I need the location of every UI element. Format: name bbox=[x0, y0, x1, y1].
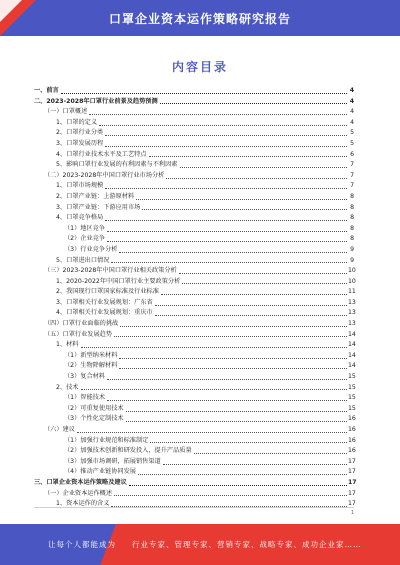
toc-entry-page: 16 bbox=[348, 447, 356, 455]
toc-leader-dots bbox=[182, 283, 347, 284]
toc-leader-dots bbox=[129, 485, 347, 486]
toc-entry-text: 二、2023-2028年口罩行业前景及趋势预测 bbox=[34, 97, 159, 108]
toc-entry[interactable] bbox=[34, 478, 357, 489]
page-header bbox=[0, 0, 400, 36]
bottom-rule bbox=[34, 507, 354, 508]
toc-entry-text: 4、口罩相关行业发展规划：重庆市 bbox=[56, 308, 154, 319]
toc-leader-dots bbox=[126, 411, 347, 412]
toc-entry-page: 7 bbox=[350, 171, 354, 179]
toc-entry-page: 5 bbox=[350, 129, 354, 137]
toc-entry[interactable] bbox=[34, 224, 354, 235]
toc-leader-dots bbox=[120, 326, 347, 327]
toc-entry-text: 一、前言 bbox=[34, 86, 60, 97]
toc-entry[interactable] bbox=[34, 234, 354, 245]
footer-slogan-right: 行业专家、管理专家、营销专家、战略专家、成功企业家…… bbox=[132, 540, 362, 549]
toc-entry[interactable] bbox=[34, 128, 354, 139]
toc-leader-dots bbox=[105, 220, 347, 221]
toc-entry[interactable] bbox=[34, 203, 354, 214]
toc-leader-dots bbox=[136, 199, 347, 200]
toc-entry-page: 17 bbox=[348, 489, 356, 497]
toc-entry-page: 4 bbox=[350, 108, 354, 116]
toc-entry[interactable] bbox=[34, 213, 354, 224]
toc-entry-text: （五）口罩行业发展趋势 bbox=[44, 330, 113, 341]
toc-leader-dots bbox=[81, 347, 348, 348]
toc-entry-text: （3）复合材料 bbox=[64, 372, 106, 383]
toc-entry-text: （二）2023-2028年中国口罩行业市场分析 bbox=[44, 171, 165, 182]
toc-leader-dots bbox=[89, 114, 347, 115]
toc-entry-page: 8 bbox=[350, 235, 354, 243]
report-title: 口罩企业资本运作策略研究报告 bbox=[108, 12, 291, 26]
toc-entry[interactable] bbox=[34, 393, 354, 404]
toc-entry-text: （三）2023-2028年中国口罩行业相关政策分析 bbox=[44, 266, 178, 277]
toc-entry-text: （3）个性化定制技术 bbox=[64, 414, 125, 425]
toc-entry-text: 三、口罩企业资本运作策略及建议 bbox=[34, 478, 128, 489]
toc-entry-text: （3）加强市场调研，拓展销售渠道 bbox=[64, 457, 162, 468]
toc-entry-page: 13 bbox=[348, 298, 356, 306]
toc-entry-page: 8 bbox=[350, 214, 354, 222]
toc-entry-page: 17 bbox=[348, 478, 357, 486]
toc-entry[interactable] bbox=[34, 425, 354, 436]
toc-leader-dots bbox=[105, 135, 347, 136]
toc-entry-page: 15 bbox=[348, 404, 356, 412]
toc-leader-dots bbox=[99, 125, 347, 126]
toc-leader-dots bbox=[126, 421, 347, 422]
toc-entry-text: 1、2020-2022年中国口罩行业主要政策分析 bbox=[56, 277, 181, 288]
toc-entry-text: （4）推动产业链协同发展 bbox=[64, 467, 137, 478]
toc-entry[interactable] bbox=[34, 351, 354, 362]
toc-entry[interactable] bbox=[34, 340, 354, 351]
toc-entry[interactable] bbox=[34, 139, 354, 150]
toc-leader-dots bbox=[107, 231, 347, 232]
toc-entry-page: 17 bbox=[348, 457, 356, 465]
toc-entry-page: 14 bbox=[348, 330, 356, 338]
toc-entry-text: （四）口罩行业面临的挑战 bbox=[44, 319, 119, 330]
toc-entry-page: 4 bbox=[349, 97, 354, 105]
toc-entry-page: 15 bbox=[348, 373, 356, 381]
toc-entry-text: 1、资本运作的含义 bbox=[56, 499, 110, 510]
toc-entry[interactable] bbox=[34, 86, 354, 97]
toc-entry[interactable] bbox=[34, 467, 354, 478]
toc-entry-text: 1、口罩市场规模 bbox=[56, 181, 104, 192]
toc-entry-page: 14 bbox=[348, 341, 356, 349]
toc-leader-dots bbox=[155, 315, 347, 316]
toc-leader-dots bbox=[61, 93, 347, 94]
toc-entry-text: （2）加强技术创新和研发投入，提升产品质量 bbox=[64, 446, 193, 457]
toc-entry-page: 8 bbox=[350, 192, 354, 200]
toc-entry[interactable] bbox=[34, 160, 354, 171]
toc-entry-page: 17 bbox=[348, 500, 356, 508]
toc-entry[interactable] bbox=[34, 277, 354, 288]
toc-leader-dots bbox=[107, 379, 347, 380]
toc-leader-dots bbox=[179, 273, 347, 274]
toc-entry[interactable] bbox=[34, 361, 354, 372]
toc-entry-page: 14 bbox=[348, 362, 356, 370]
toc-entry[interactable] bbox=[34, 404, 354, 415]
toc-entry-page: 16 bbox=[348, 436, 356, 444]
toc-entry-page: 5 bbox=[350, 139, 354, 147]
page-number: 1 bbox=[350, 510, 354, 516]
toc-entry-page: 17 bbox=[348, 468, 356, 476]
toc-leader-dots bbox=[81, 389, 348, 390]
toc-entry-text: （1）加强行业规范和标准制定 bbox=[64, 436, 149, 447]
toc-entry-page: 4 bbox=[350, 118, 354, 126]
toc-leader-dots bbox=[111, 262, 347, 263]
toc-entry-text: （2）生物降解材料 bbox=[64, 361, 118, 372]
toc-entry[interactable] bbox=[34, 446, 354, 457]
toc-entry[interactable] bbox=[34, 308, 354, 319]
toc-entry-text: （1）地区竞争 bbox=[64, 224, 106, 235]
toc-entry[interactable] bbox=[34, 499, 354, 510]
toc-entry-page: 11 bbox=[348, 288, 356, 296]
toc-entry[interactable] bbox=[34, 171, 354, 182]
toc-entry-text: 3、口罩产业链：下游应用市场 bbox=[56, 203, 141, 214]
toc-leader-dots bbox=[149, 156, 347, 157]
page-footer bbox=[0, 524, 400, 565]
toc-heading: 内容目录 bbox=[171, 60, 228, 74]
toc-leader-dots bbox=[161, 294, 347, 295]
toc-leader-dots bbox=[105, 146, 347, 147]
toc-entry-text: 2、口罩行业分类 bbox=[56, 128, 104, 139]
toc-entry-text: （2）可重复使用技术 bbox=[64, 404, 125, 415]
toc-entry[interactable] bbox=[34, 118, 354, 129]
toc-leader-dots bbox=[107, 400, 347, 401]
toc-entry-page: 14 bbox=[348, 351, 356, 359]
table-of-contents bbox=[34, 86, 357, 510]
toc-entry-page: 13 bbox=[348, 309, 356, 317]
toc-entry-page: 9 bbox=[350, 245, 354, 253]
toc-entry-text: （2）企业竞争 bbox=[64, 234, 106, 245]
toc-entry-page: 10 bbox=[348, 277, 356, 285]
toc-entry[interactable] bbox=[34, 245, 354, 256]
toc-leader-dots bbox=[142, 209, 347, 210]
toc-entry[interactable] bbox=[34, 383, 354, 394]
toc-entry[interactable] bbox=[34, 319, 354, 330]
footer-slogan-left: 让每个人都能成为 bbox=[48, 540, 116, 549]
toc-entry[interactable] bbox=[34, 298, 354, 309]
toc-entry-page: 7 bbox=[350, 161, 354, 169]
toc-entry[interactable] bbox=[34, 97, 354, 108]
toc-leader-dots bbox=[163, 464, 347, 465]
toc-leader-dots bbox=[114, 495, 347, 496]
toc-entry[interactable] bbox=[34, 436, 354, 447]
toc-entry-text: （1）智能技术 bbox=[64, 393, 106, 404]
toc-entry-text: （一）口罩概述 bbox=[44, 107, 88, 118]
toc-entry-text: 3、口罩发展历程 bbox=[56, 139, 104, 150]
toc-entry-text: 3、口罩相关行业发展规划：广东省 bbox=[56, 298, 154, 309]
toc-entry[interactable] bbox=[34, 181, 354, 192]
toc-entry-text: 4、口罩竞争格局 bbox=[56, 213, 104, 224]
toc-entry-page: 16 bbox=[348, 426, 356, 433]
toc-leader-dots bbox=[150, 442, 347, 443]
toc-leader-dots bbox=[155, 305, 347, 306]
toc-entry-text: （一）企业资本运作概述 bbox=[44, 489, 113, 500]
toc-entry-page: 10 bbox=[348, 267, 356, 275]
toc-entry-page: 15 bbox=[348, 383, 356, 391]
toc-entry[interactable] bbox=[34, 414, 354, 425]
toc-entry-page: 9 bbox=[350, 256, 354, 264]
toc-entry-text: 1、口罩的定义 bbox=[56, 118, 98, 129]
toc-entry-page: 13 bbox=[348, 320, 356, 328]
toc-entry-page: 8 bbox=[350, 203, 354, 211]
toc-entry-text: 2、口罩产业链：上游原材料 bbox=[56, 192, 135, 203]
toc-entry[interactable] bbox=[34, 287, 354, 298]
toc-leader-dots bbox=[119, 358, 347, 359]
toc-entry[interactable] bbox=[34, 457, 354, 468]
toc-entry-text: （1）新型纳米材料 bbox=[64, 351, 118, 362]
toc-leader-dots bbox=[166, 178, 347, 179]
toc-leader-dots bbox=[160, 103, 347, 104]
toc-entry[interactable] bbox=[34, 372, 354, 383]
toc-entry[interactable] bbox=[34, 192, 354, 203]
toc-entry-text: 5、影响口罩行业发展的有利因素与不利因素 bbox=[56, 160, 179, 171]
toc-leader-dots bbox=[119, 252, 347, 253]
toc-entry-text: （3）行业竞争分析 bbox=[64, 245, 118, 256]
toc-entry-page: 15 bbox=[348, 394, 356, 402]
toc-entry[interactable] bbox=[34, 256, 354, 267]
toc-leader-dots bbox=[114, 336, 347, 337]
toc-entry-text: 2、技术 bbox=[56, 383, 80, 394]
toc-leader-dots bbox=[119, 368, 347, 369]
toc-entry-text: 2、我国现行口罩国家标准及行业标准 bbox=[56, 287, 160, 298]
toc-entry-page: 8 bbox=[350, 224, 354, 232]
toc-entry[interactable] bbox=[34, 266, 354, 277]
toc-entry-text: （六）建议 bbox=[44, 425, 76, 436]
toc-entry[interactable] bbox=[34, 489, 354, 500]
toc-entry-page: 6 bbox=[350, 150, 354, 158]
toc-entry[interactable] bbox=[34, 150, 354, 161]
toc-leader-dots bbox=[77, 432, 347, 433]
toc-leader-dots bbox=[107, 241, 347, 242]
toc-leader-dots bbox=[194, 453, 347, 454]
toc-entry-text: 1、材料 bbox=[56, 340, 80, 351]
toc-leader-dots bbox=[180, 167, 348, 168]
toc-entry-text: 5、口罩进出口情况 bbox=[56, 256, 110, 267]
toc-entry-text: 4、口罩行业技术水平及工艺特点 bbox=[56, 150, 148, 161]
toc-entry-page: 7 bbox=[350, 182, 354, 190]
toc-leader-dots bbox=[138, 474, 347, 475]
toc-entry[interactable] bbox=[34, 107, 354, 118]
toc-entry-page: 4 bbox=[349, 87, 354, 94]
toc-leader-dots bbox=[105, 188, 347, 189]
toc-entry[interactable] bbox=[34, 330, 354, 341]
toc-entry-page: 16 bbox=[348, 415, 356, 423]
